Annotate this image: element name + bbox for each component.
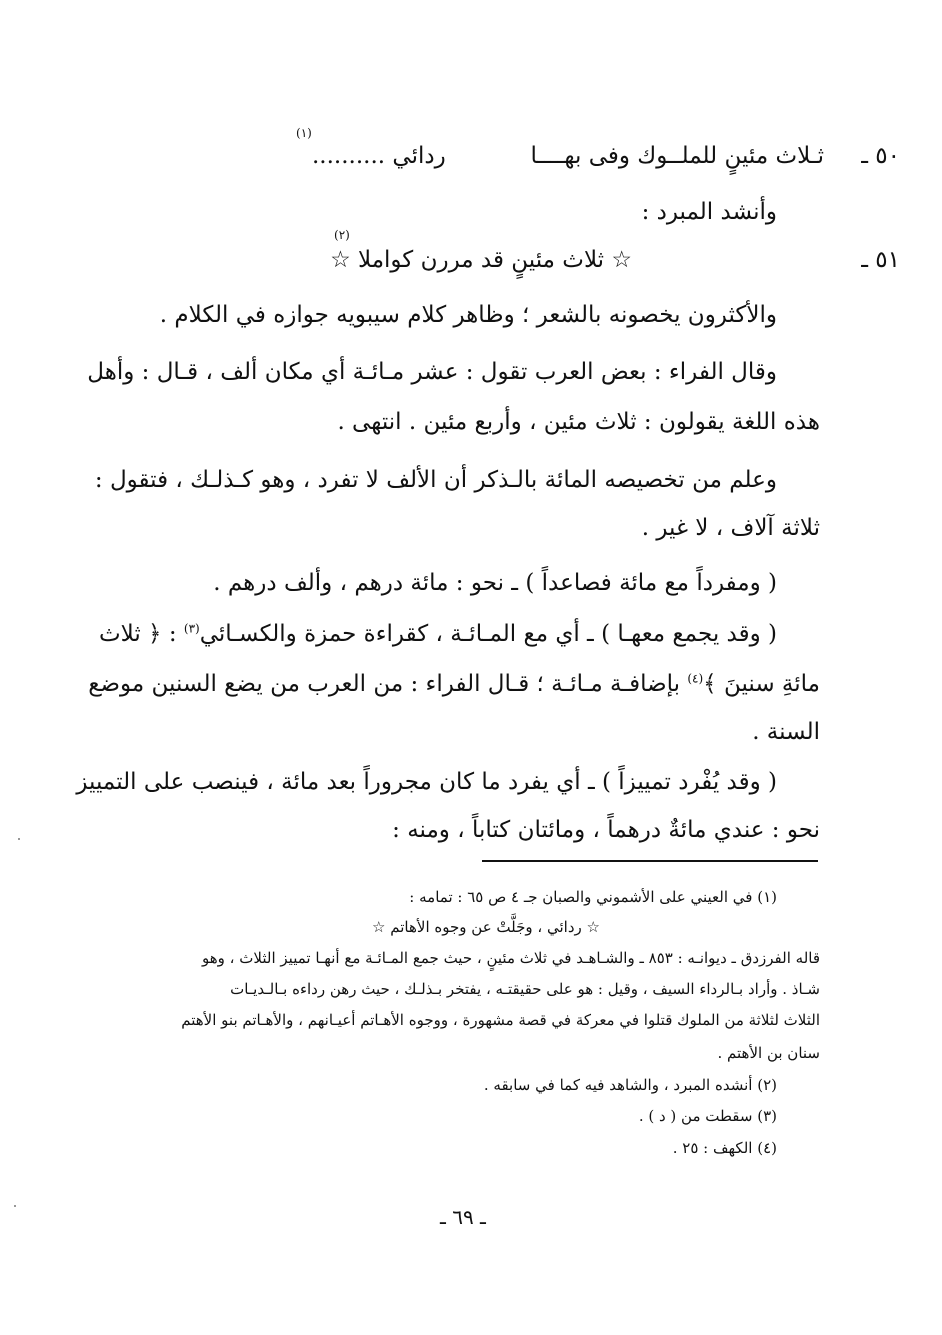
body-line-5: ثلاثة آلاف ، لا غير . xyxy=(641,515,820,541)
footnote-1-header: (١) في العيني على الأشموني والصبان جـ ٤ ص ٦٥ : تمامه : xyxy=(409,888,777,906)
body-line-8-after: بإضافـة مـائـة ؛ قـال الفراء : من العرب من يضع السنين موضع xyxy=(88,671,688,697)
verse-50-second-text: ردائي .......... xyxy=(312,143,446,169)
footnote-2: (٢) أنشده المبرد ، والشاهد فيه كما في سابقه . xyxy=(483,1076,777,1094)
body-line-1: والأكثرون يخصونه بالشعر ؛ وظاهر كلام سيبويه جوازه في الكلام . xyxy=(159,302,777,328)
body-line-7 xyxy=(99,614,777,654)
footnote-ref-3: (٣) xyxy=(183,621,200,636)
verse-50-second-hemistich xyxy=(312,136,446,176)
body-line-7-after: : ﴿ ثلاث xyxy=(98,621,184,647)
body-line-8-before: مائةِ سنينَ ﴾ xyxy=(703,671,820,697)
verse-intro-mubarrad: وأنشد المبرد : xyxy=(641,199,777,225)
verse-number-51: ٥١ ـ xyxy=(861,247,900,273)
footnote-1-line-3: الثلاث لثلاثة من الملوك قتلوا في معركة في قصة مشهورة ، ووجوه الأهـاتم أعيـانهم ، والأهـاتم بنو الأهتم xyxy=(181,1011,820,1029)
body-line-10: ( وقد يُفْرد تمييزاً ) ـ أي يفرد ما كان مجروراً بعد مائة ، فينصب على التمييز xyxy=(76,769,777,795)
footnote-4: (٤) الكهف : ٢٥ . xyxy=(672,1139,777,1157)
footnote-ref-4: (٤) xyxy=(687,671,704,686)
footnote-1-line-2: شـاذ . وأراد بـالرداء السيف ، وقيل : هو على حقيقتـه ، يفتخر بـذلـك ، حيث رهن رداءه بـالـديـات xyxy=(230,980,820,998)
body-line-7-before: ( وقد يجمع معهـا ) ـ أي مع المـائـة ، كقراءة حمزة والكسـائي xyxy=(199,621,777,647)
footnote-1-verse: ☆ ردائي ، وجَلَّتْ عن وجوه الأهاتم ☆ xyxy=(372,918,600,936)
body-line-6: ( ومفرداً مع مائة فصاعداً ) ـ نحو : مائة درهم ، وألف درهم . xyxy=(213,570,777,596)
footnote-1-line-1: قاله الفرزدق ـ ديوانـه : ٨٥٣ ـ والشـاهـد في ثلاث مئينٍ ، حيث جمع المـائـة مع أنهـا تمييز الثلاث ، وهو xyxy=(202,949,820,967)
footnote-1-line-4: سنان بن الأهتم . xyxy=(717,1044,820,1062)
body-line-11: نحو : عندي مائةٌ درهماً ، ومائتان كتاباً ، ومنه : xyxy=(392,817,820,843)
verse-50-first-hemistich: ثـلاث مئينٍ للملــوك وفى بهــــا xyxy=(530,143,824,169)
body-line-9: السنة . xyxy=(752,719,820,745)
body-line-3: هذه اللغة يقولون : ثلاث مئين ، وأربع مئين . انتهى . xyxy=(337,409,820,435)
verse-number-50: ٥٠ ـ xyxy=(861,143,900,169)
scan-speck xyxy=(18,838,20,840)
body-line-4: وعلم من تخصيصه المائة بالـذكر أن الألف لا تفرد ، وهو كـذلـك ، فتقول : xyxy=(94,467,777,493)
body-line-2: وقال الفراء : بعض العرب تقول : عشر مـائـة أي مكان ألف ، قـال : وأهل xyxy=(87,359,777,385)
page-number: ـ ٦٩ ـ xyxy=(440,1205,486,1229)
footnote-separator xyxy=(482,860,818,862)
verse-51-text: ☆ ثلاث مئينٍ قد مررن كواملا ☆ xyxy=(330,247,632,273)
body-line-8 xyxy=(88,664,820,704)
scan-speck xyxy=(14,1205,16,1207)
verse-50-footnote-ref: (١) xyxy=(296,126,312,140)
verse-51-footnote-ref: (٢) xyxy=(334,228,350,242)
footnote-3: (٣) سقطت من ( د ) . xyxy=(638,1107,777,1125)
